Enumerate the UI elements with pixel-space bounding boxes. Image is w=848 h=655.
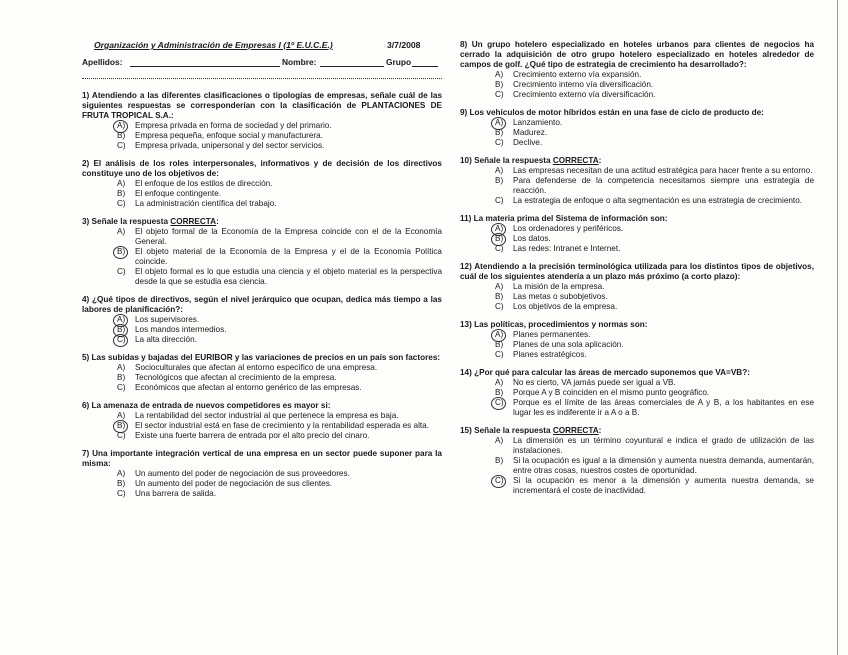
exam-date: 3/7/2008 xyxy=(387,40,421,50)
question-text xyxy=(460,426,814,436)
question-text-pre: 15) Señale la respuesta xyxy=(460,426,553,435)
option-letter: C) xyxy=(495,398,513,418)
answer-option xyxy=(460,234,814,244)
answer-option xyxy=(82,179,442,189)
option-text: Planes estratégicos. xyxy=(513,350,587,359)
question-text-underlined: CORRECTA xyxy=(552,156,599,165)
option-letter: B) xyxy=(495,456,504,465)
answer-option xyxy=(460,244,814,254)
question-text-underlined: CORRECTA xyxy=(552,426,599,435)
scan-page-edge xyxy=(837,0,838,655)
option-text: El objeto formal es lo que estudia una ciencia y el objeto material es la perspectiva desde la que se estudia esa ciencia. xyxy=(135,267,442,286)
option-letter: A) xyxy=(495,282,504,291)
questions-left xyxy=(82,91,442,499)
option-text: El sector industrial está en fase de crecimiento y la rentabilidad esperada es alta. xyxy=(135,421,430,430)
answer-options xyxy=(82,179,442,209)
option-text: Un aumento del poder de negociación de sus clientes. xyxy=(135,479,333,488)
option-letter: A) xyxy=(495,166,504,175)
question-14 xyxy=(460,368,814,418)
answer-option xyxy=(460,330,814,340)
option-text: La dimensión es un término coyuntural e indica el grado de utilización de las instalaciones. xyxy=(513,436,814,455)
option-letter: A) xyxy=(495,70,504,79)
option-letter: C) xyxy=(117,431,126,440)
nombre-label: Nombre: xyxy=(282,57,317,67)
answer-options xyxy=(460,166,814,206)
option-text: La alta dirección. xyxy=(135,335,197,344)
answer-option xyxy=(82,373,442,383)
question-text: 9) Los vehículos de motor híbridos están en una fase de ciclo de producto de: xyxy=(460,108,764,117)
option-text: Empresa privada, unipersonal y del sector servicios. xyxy=(135,141,325,150)
answer-option xyxy=(460,138,814,148)
question-9 xyxy=(460,108,814,148)
option-letter: C) xyxy=(495,90,504,99)
option-text: Los ordenadores y periféricos. xyxy=(513,224,624,233)
question-6 xyxy=(82,401,442,441)
answer-options xyxy=(460,70,814,100)
question-text-pre: 10) Señale la respuesta xyxy=(460,156,553,165)
option-letter: C) xyxy=(495,302,504,311)
answer-option xyxy=(82,383,442,393)
question-text: 12) Atendiendo a la precisión terminológica utilizada para los distintos tipos de objetivos, cuál de los siguientes atendería a un plazo más próximo (a corto plazo): xyxy=(460,262,814,281)
answer-options xyxy=(82,363,442,393)
option-text: Empresa pequeña, enfoque social y manufacturera. xyxy=(135,131,323,140)
option-letter: A) xyxy=(117,179,126,188)
right-column xyxy=(460,40,814,504)
answer-option xyxy=(82,469,442,479)
apellidos-line xyxy=(130,66,280,67)
option-letter: B) xyxy=(117,373,126,382)
option-letter: C) xyxy=(495,244,504,253)
option-text: No es cierto, VA jamás puede ser igual a VB. xyxy=(513,378,676,387)
question-10 xyxy=(460,156,814,206)
answer-option xyxy=(460,476,814,496)
question-1 xyxy=(82,91,442,151)
option-text: La administración científica del trabajo. xyxy=(135,199,277,208)
option-letter: A) xyxy=(495,330,513,340)
answer-option xyxy=(460,282,814,292)
question-text: 5) Las subidas y bajadas del EURIBOR y las variaciones de precios en un país son factores: xyxy=(82,353,441,362)
option-letter: B) xyxy=(117,325,135,335)
option-letter: A) xyxy=(117,315,135,325)
student-fields xyxy=(82,57,442,71)
option-text: Si la ocupación es igual a la dimensión y aumenta nuestra demanda, aumentarán, entre otras cosas, nuestros costes de oportunidad. xyxy=(513,456,814,475)
question-text: 8) Un grupo hotelero especializado en hoteles urbanos para clientes de negocios ha cerrado la adquisición de otro grupo hotelero especializado en hoteles alrededor de campos de golf. ¿Qué tipo de estrategia de crecimiento ha desarrollado?: xyxy=(460,40,814,69)
answer-options xyxy=(82,121,442,151)
option-text: Los objetivos de la empresa. xyxy=(513,302,618,311)
exam-header xyxy=(82,40,442,52)
answer-option xyxy=(82,315,442,325)
option-text: Empresa privada en forma de sociedad y del primario. xyxy=(135,121,332,130)
question-text: 6) La amenaza de entrada de nuevos competidores es mayor si: xyxy=(82,401,331,410)
option-text: Los supervisores. xyxy=(135,315,200,324)
question-7 xyxy=(82,449,442,499)
option-text: Las metas o subobjetivos. xyxy=(513,292,608,301)
question-text-post: : xyxy=(598,426,602,435)
grupo-label: Grupo xyxy=(386,57,412,67)
question-text: 1) Atendiendo a las diferentes clasificaciones o tipologías de empresas, señale cuál de las siguientes respuestas se corresponderían con la clasificación de PLANTACIONES DE FRUTA TROPICAL S.A.: xyxy=(82,91,442,120)
option-text: El enfoque contingente. xyxy=(135,189,222,198)
option-text: Crecimiento externo vía expansión. xyxy=(513,70,642,79)
option-letter: C) xyxy=(117,335,135,345)
option-text: Planes permanentes. xyxy=(513,330,591,339)
option-text: Porque es el límite de las áreas comerciales de A y B, a los habitantes en ese lugar les es indiferente ir a A o a B. xyxy=(513,398,814,417)
option-letter: B) xyxy=(495,80,504,89)
exam-title: Organización y Administración de Empresas I (1º E.U.C.E.) xyxy=(94,40,333,50)
option-text: Crecimiento externo vía diversificación. xyxy=(513,90,656,99)
answer-option xyxy=(82,431,442,441)
answer-options xyxy=(460,378,814,418)
answer-option xyxy=(82,131,442,141)
question-4 xyxy=(82,295,442,345)
answer-option xyxy=(460,350,814,360)
option-letter: C) xyxy=(495,476,513,496)
answer-options xyxy=(82,411,442,441)
question-12 xyxy=(460,262,814,312)
question-5 xyxy=(82,353,442,393)
option-letter: B) xyxy=(117,189,126,198)
question-text: 7) Una importante integración vertical de una empresa en un sector puede suponer para la misma: xyxy=(82,449,442,468)
question-text: 2) El análisis de los roles interpersonales, informativos y de decisión de los directivos constituye uno de los objetivos de: xyxy=(82,159,442,178)
answer-option xyxy=(82,363,442,373)
option-text: El objeto formal de la Economía de la Empresa coincide con el de la Economía General. xyxy=(135,227,442,246)
question-11 xyxy=(460,214,814,254)
option-text: Planes de una sola aplicación. xyxy=(513,340,624,349)
grupo-line xyxy=(412,66,438,67)
answer-options xyxy=(460,224,814,254)
answer-option xyxy=(82,227,442,247)
answer-option xyxy=(460,436,814,456)
answer-option xyxy=(460,340,814,350)
option-text: Los mandos intermedios. xyxy=(135,325,227,334)
option-letter: B) xyxy=(117,131,126,140)
option-letter: C) xyxy=(495,138,504,147)
answer-option xyxy=(82,141,442,151)
option-text: Lanzamiento. xyxy=(513,118,563,127)
answer-option xyxy=(82,325,442,335)
question-text: 11) La materia prima del Sistema de información son: xyxy=(460,214,668,223)
answer-option xyxy=(460,80,814,90)
questions-right xyxy=(460,40,814,496)
option-letter: A) xyxy=(117,363,126,372)
option-letter: B) xyxy=(495,128,504,137)
option-letter: A) xyxy=(495,436,504,445)
question-text: 13) Las políticas, procedimientos y normas son: xyxy=(460,320,648,329)
answer-option xyxy=(82,189,442,199)
answer-option xyxy=(82,121,442,131)
option-letter: A) xyxy=(117,411,126,420)
answer-option xyxy=(460,128,814,138)
answer-option xyxy=(460,398,814,418)
option-letter: B) xyxy=(495,340,504,349)
question-3 xyxy=(82,217,442,287)
answer-options xyxy=(460,118,814,148)
answer-option xyxy=(82,335,442,345)
option-letter: A) xyxy=(117,121,135,131)
answer-option xyxy=(460,166,814,176)
answer-option xyxy=(460,70,814,80)
answer-option xyxy=(460,388,814,398)
option-text: Las empresas necesitan de una actitud estratégica para hacer frente a su entorno. xyxy=(513,166,813,175)
answer-options xyxy=(460,436,814,496)
answer-option xyxy=(460,456,814,476)
option-text: Los datos. xyxy=(513,234,551,243)
answer-option xyxy=(460,224,814,234)
answer-option xyxy=(460,302,814,312)
option-letter: B) xyxy=(117,247,135,267)
option-letter: C) xyxy=(495,350,504,359)
answer-option xyxy=(82,199,442,209)
option-letter: A) xyxy=(495,118,513,128)
option-letter: B) xyxy=(117,421,135,431)
option-letter: B) xyxy=(495,388,504,397)
answer-options xyxy=(460,330,814,360)
option-letter: C) xyxy=(495,196,504,205)
option-text: La estrategia de enfoque o alta segmentación es una estrategia de crecimiento. xyxy=(513,196,803,205)
option-text: Declive. xyxy=(513,138,543,147)
answer-option xyxy=(460,90,814,100)
option-text: Madurez. xyxy=(513,128,548,137)
option-letter: A) xyxy=(495,378,504,387)
question-text-underlined: CORRECTA xyxy=(170,217,217,226)
option-letter: C) xyxy=(117,267,126,276)
question-2 xyxy=(82,159,442,209)
question-text-post: : xyxy=(216,217,219,226)
option-letter: A) xyxy=(117,469,126,478)
option-text: Una barrera de salida. xyxy=(135,489,217,498)
option-letter: C) xyxy=(117,489,126,498)
question-text: 4) ¿Qué tipos de directivos, según el nivel jerárquico que ocupan, dedica más tiempo a las labores de planificación?: xyxy=(82,295,442,314)
option-text: Socioculturales que afectan al entorno específico de una empresa. xyxy=(135,363,378,372)
question-text xyxy=(82,217,442,227)
answer-option xyxy=(82,247,442,267)
question-text xyxy=(460,156,814,166)
option-text: El objeto material de la Economía de la Empresa y el de la Economía Política coincide. xyxy=(135,247,442,266)
option-letter: C) xyxy=(117,383,126,392)
answer-option xyxy=(82,411,442,421)
answer-option xyxy=(82,421,442,431)
answer-options xyxy=(82,315,442,345)
option-text: Las redes: Intranet e Internet. xyxy=(513,244,621,253)
option-text: Porque A y B coinciden en el mismo punto geográfico. xyxy=(513,388,710,397)
answer-option xyxy=(82,267,442,287)
apellidos-label: Apellidos: xyxy=(82,57,123,67)
question-15 xyxy=(460,426,814,496)
question-8 xyxy=(460,40,814,100)
option-text: Económicos que afectan al entorno genérico de las empresas. xyxy=(135,383,362,392)
answer-option xyxy=(460,118,814,128)
option-letter: B) xyxy=(495,176,504,185)
option-text: Existe una fuerte barrera de entrada por el alto precio del cinaro. xyxy=(135,431,370,440)
option-text: Si la ocupación es menor a la dimensión y aumenta nuestra demanda, se incrementará el coste de inactividad. xyxy=(513,476,814,495)
option-letter: A) xyxy=(117,227,126,236)
option-text: Tecnológicos que afectan al crecimiento de la empresa. xyxy=(135,373,337,382)
option-text: Para defenderse de la competencia necesitamos siempre una estrategia de reacción. xyxy=(513,176,814,195)
nombre-line xyxy=(320,66,384,67)
answer-options xyxy=(460,282,814,312)
option-text: La rentabilidad del sector industrial al que pertenece la empresa es baja. xyxy=(135,411,399,420)
question-13 xyxy=(460,320,814,360)
option-letter: C) xyxy=(117,141,126,150)
option-letter: B) xyxy=(495,234,513,244)
question-text-pre: 3) Señale la respuesta xyxy=(82,217,171,226)
option-letter: B) xyxy=(495,292,504,301)
answer-option xyxy=(460,196,814,206)
answer-options xyxy=(82,469,442,499)
option-text: Crecimiento interno vía diversificación. xyxy=(513,80,654,89)
option-text: Un aumento del poder de negociación de sus proveedores. xyxy=(135,469,350,478)
answer-option xyxy=(82,479,442,489)
option-letter: A) xyxy=(495,224,513,234)
answer-option xyxy=(460,292,814,302)
option-text: El enfoque de los estilos de dirección. xyxy=(135,179,273,188)
dotted-separator xyxy=(82,73,442,79)
question-text-post: : xyxy=(598,156,602,165)
option-letter: B) xyxy=(117,479,126,488)
answer-options xyxy=(82,227,442,287)
answer-option xyxy=(82,489,442,499)
answer-option xyxy=(460,176,814,196)
left-column xyxy=(82,40,442,507)
option-letter: C) xyxy=(117,199,126,208)
answer-option xyxy=(460,378,814,388)
question-text: 14) ¿Por qué para calcular las áreas de mercado suponemos que VA=VB?: xyxy=(460,368,750,377)
option-text: La misión de la empresa. xyxy=(513,282,605,291)
